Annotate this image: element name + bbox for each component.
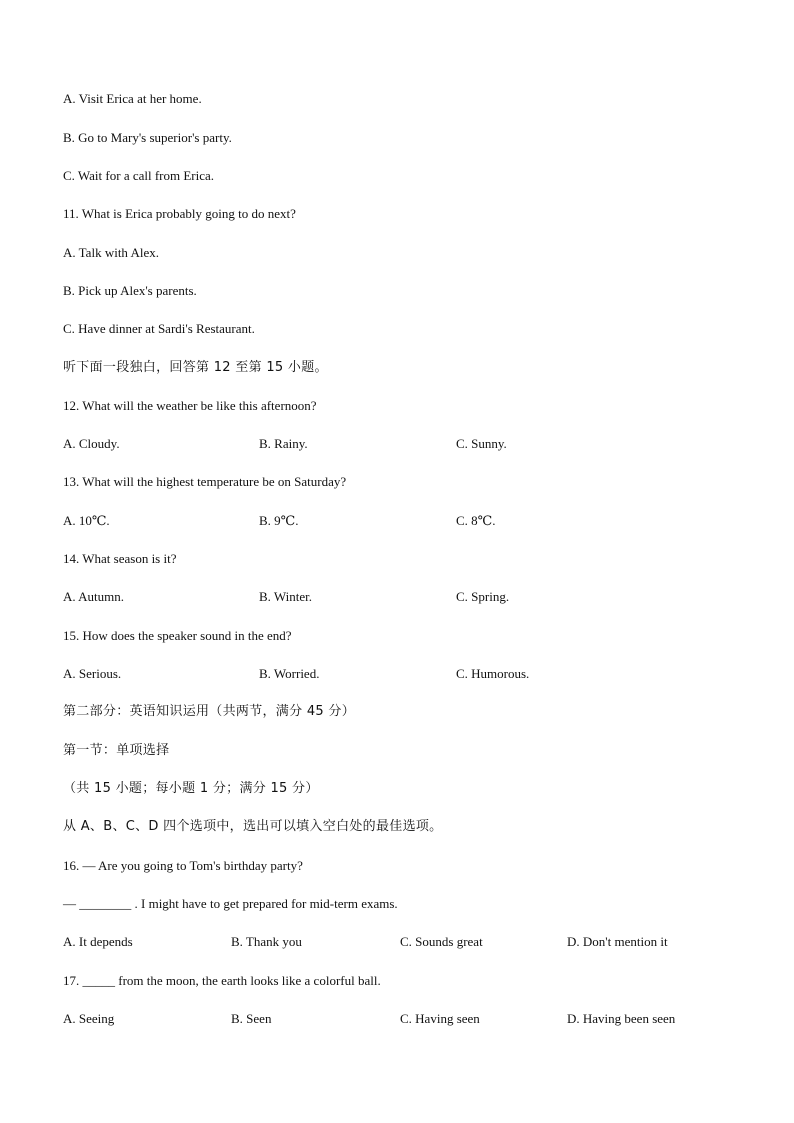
q16-stem: 16. — Are you going to Tom's birthday party?	[63, 858, 303, 873]
q15-stem: 15. How does the speaker sound in the end?	[63, 628, 292, 643]
q13-option-c: C. 8℃.	[456, 513, 496, 528]
q16-option-d: D. Don't mention it	[567, 934, 668, 949]
q11-option-a: A. Talk with Alex.	[63, 245, 159, 260]
q11-option-b: B. Pick up Alex's parents.	[63, 283, 197, 298]
q14-option-a: A. Autumn.	[63, 589, 125, 604]
q15-option-a: A. Serious.	[63, 666, 122, 681]
q14-option-c: C. Spring.	[456, 589, 510, 604]
q13-option-a: A. 10℃.	[63, 513, 110, 528]
q10-option-a: A. Visit Erica at her home.	[63, 91, 202, 106]
q16-option-a: A. It depends	[63, 934, 133, 949]
q11-option-c: C. Have dinner at Sardi's Restaurant.	[63, 321, 255, 336]
q14-stem: 14. What season is it?	[63, 551, 177, 566]
q12-option-a: A. Cloudy.	[63, 436, 120, 451]
section1-instruction: 从 A、B、C、D 四个选项中，选出可以填入空白处的最佳选项。	[63, 819, 443, 834]
q12-stem: 12. What will the weather be like this afternoon?	[63, 398, 317, 413]
q10-option-b: B. Go to Mary's superior's party.	[63, 130, 232, 145]
q17-stem: 17. _____ from the moon, the earth looks like a colorful ball.	[63, 973, 381, 988]
q17-option-c: C. Having seen	[400, 1011, 480, 1026]
q17-option-b: B. Seen	[231, 1011, 272, 1026]
q11-stem: 11. What is Erica probably going to do next?	[63, 206, 296, 221]
q12-option-c: C. Sunny.	[456, 436, 507, 451]
q13-option-b: B. 9℃.	[259, 513, 299, 528]
section1-title: 第一节：单项选择	[63, 743, 170, 758]
q15-option-b: B. Worried.	[259, 666, 320, 681]
q14-option-b: B. Winter.	[259, 589, 313, 604]
q10-option-c: C. Wait for a call from Erica.	[63, 168, 215, 183]
q12-option-b: B. Rainy.	[259, 436, 308, 451]
part2-title: 第二部分：英语知识运用（共两节，满分 45 分）	[63, 704, 356, 719]
q16-option-b: B. Thank you	[231, 934, 302, 949]
q17-option-d: D. Having been seen	[567, 1011, 676, 1026]
q15-option-c: C. Humorous.	[456, 666, 530, 681]
monologue-instruction: 听下面一段独白，回答第 12 至第 15 小题。	[63, 360, 328, 375]
q13-stem: 13. What will the highest temperature be on Saturday?	[63, 474, 347, 489]
q16-option-c: C. Sounds great	[400, 934, 483, 949]
q17-option-a: A. Seeing	[63, 1011, 115, 1026]
section1-score: （共 15 小题；每小题 1 分；满分 15 分）	[63, 781, 319, 796]
q16-reply: — ________ . I might have to get prepared for mid-term exams.	[63, 896, 398, 911]
